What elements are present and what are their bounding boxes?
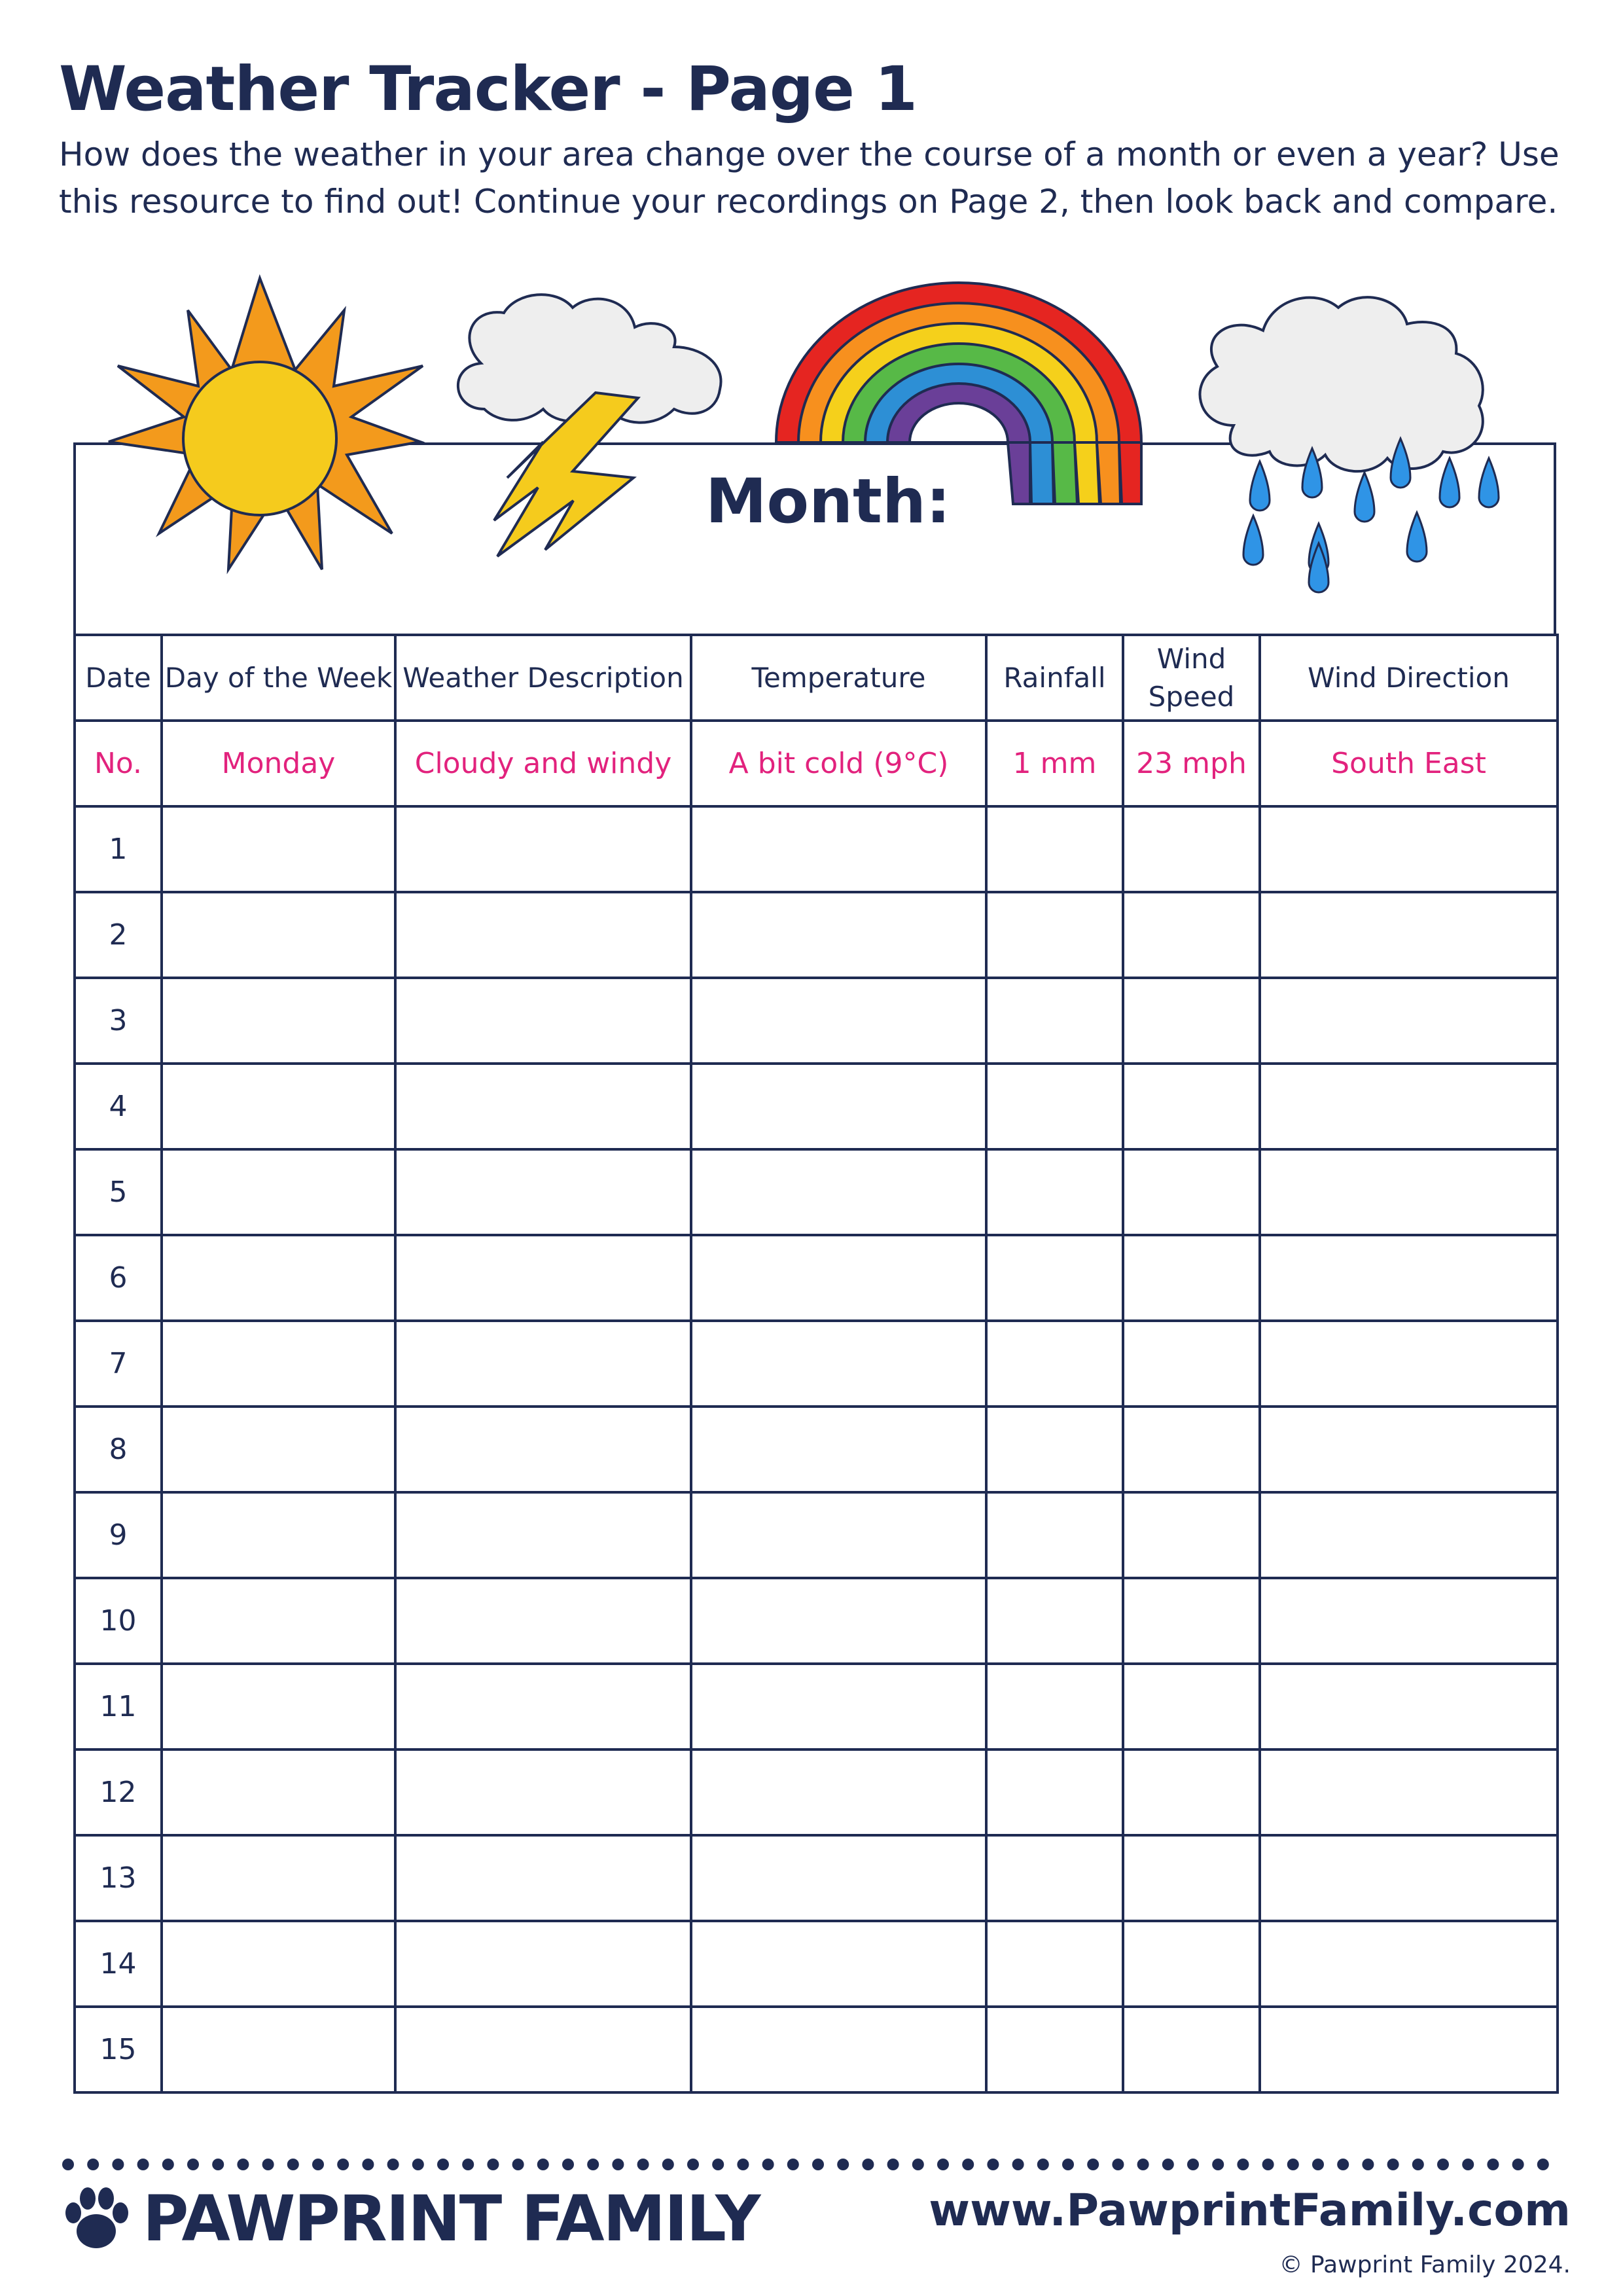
entry-cell[interactable] <box>1123 1149 1260 1235</box>
divider-dot <box>1412 2159 1424 2170</box>
divider-dot <box>762 2159 774 2170</box>
entry-cell[interactable] <box>1123 892 1260 978</box>
table-row <box>75 2007 1558 2092</box>
divider-dot <box>1062 2159 1074 2170</box>
entry-cell[interactable] <box>1260 1321 1558 1407</box>
entry-cell[interactable] <box>986 1578 1123 1664</box>
table-row <box>75 806 1558 892</box>
entry-cell[interactable] <box>1123 1835 1260 1921</box>
divider-dot <box>837 2159 849 2170</box>
divider-dot <box>87 2159 99 2170</box>
entry-cell[interactable] <box>691 1835 986 1921</box>
entry-cell[interactable] <box>395 892 691 978</box>
entry-cell[interactable] <box>691 2007 986 2092</box>
date-number: 4 <box>75 1064 162 1149</box>
storm-cloud-icon <box>458 295 721 423</box>
entry-cell[interactable] <box>162 1835 395 1921</box>
entry-cell[interactable] <box>1260 892 1558 978</box>
entry-cell[interactable] <box>162 1149 395 1235</box>
date-number: 6 <box>75 1235 162 1321</box>
entry-cell[interactable] <box>395 1235 691 1321</box>
page-title: Weather Tracker - Page 1 <box>59 54 918 125</box>
divider-dot <box>1462 2159 1474 2170</box>
header-weather-description: Weather Description <box>395 635 691 721</box>
entry-cell[interactable] <box>691 1149 986 1235</box>
divider-dot <box>287 2159 299 2170</box>
entry-cell[interactable] <box>986 978 1123 1064</box>
example-description: Cloudy and windy <box>395 721 691 806</box>
date-number: 1 <box>75 806 162 892</box>
example-temperature: A bit cold (9°C) <box>691 721 986 806</box>
divider-dot <box>1262 2159 1274 2170</box>
entry-cell[interactable] <box>395 1664 691 1749</box>
header-wind-direction: Wind Direction <box>1260 635 1558 721</box>
divider-dot <box>487 2159 499 2170</box>
divider-dot <box>1237 2159 1249 2170</box>
weather-tracker-table <box>73 634 1559 2094</box>
entry-cell[interactable] <box>691 1064 986 1149</box>
divider-dot <box>512 2159 524 2170</box>
entry-cell[interactable] <box>691 1492 986 1578</box>
entry-cell[interactable] <box>1123 1492 1260 1578</box>
entry-cell[interactable] <box>986 1835 1123 1921</box>
date-number: 11 <box>75 1664 162 1749</box>
divider-dot <box>1162 2159 1174 2170</box>
example-day: Monday <box>162 721 395 806</box>
entry-cell[interactable] <box>1123 1749 1260 1835</box>
entry-cell[interactable] <box>395 1407 691 1492</box>
entry-cell[interactable] <box>691 892 986 978</box>
divider-dot <box>1487 2159 1499 2170</box>
entry-cell[interactable] <box>1123 806 1260 892</box>
divider-dot <box>1512 2159 1524 2170</box>
divider-dot <box>212 2159 224 2170</box>
divider-dot <box>1337 2159 1349 2170</box>
table-row <box>75 892 1558 978</box>
divider-dot <box>987 2159 999 2170</box>
divider-dot <box>1012 2159 1024 2170</box>
entry-cell[interactable] <box>1260 1492 1558 1578</box>
entry-cell[interactable] <box>1123 1321 1260 1407</box>
divider-dot <box>412 2159 424 2170</box>
entry-cell[interactable] <box>395 806 691 892</box>
example-wind-direction: South East <box>1260 721 1558 806</box>
table-row <box>75 1235 1558 1321</box>
table-row <box>75 1664 1558 1749</box>
entry-cell[interactable] <box>986 1321 1123 1407</box>
entry-cell[interactable] <box>986 892 1123 978</box>
example-wind-speed: 23 mph <box>1123 721 1260 806</box>
entry-cell[interactable] <box>395 1578 691 1664</box>
entry-cell[interactable] <box>1260 978 1558 1064</box>
date-number: 5 <box>75 1149 162 1235</box>
divider-dot <box>337 2159 349 2170</box>
entry-cell[interactable] <box>395 1321 691 1407</box>
divider-dot <box>1212 2159 1224 2170</box>
divider-dot <box>462 2159 474 2170</box>
entry-cell[interactable] <box>395 1749 691 1835</box>
entry-cell[interactable] <box>1123 1664 1260 1749</box>
table-row <box>75 1492 1558 1578</box>
entry-cell[interactable] <box>162 1064 395 1149</box>
entry-cell[interactable] <box>1123 1407 1260 1492</box>
entry-cell[interactable] <box>395 2007 691 2092</box>
divider-dot <box>887 2159 899 2170</box>
entry-cell[interactable] <box>1260 1835 1558 1921</box>
entry-cell[interactable] <box>162 806 395 892</box>
entry-cell[interactable] <box>691 1664 986 1749</box>
dotted-divider <box>62 2157 1567 2172</box>
entry-cell[interactable] <box>162 1235 395 1321</box>
entry-cell[interactable] <box>1123 1578 1260 1664</box>
entry-cell[interactable] <box>162 1578 395 1664</box>
divider-dot <box>612 2159 624 2170</box>
table-row <box>75 1921 1558 2007</box>
table-row <box>75 1064 1558 1149</box>
entry-cell[interactable] <box>395 1149 691 1235</box>
entry-cell[interactable] <box>395 1921 691 2007</box>
entry-cell[interactable] <box>986 2007 1123 2092</box>
entry-cell[interactable] <box>1260 1921 1558 2007</box>
entry-cell[interactable] <box>395 1064 691 1149</box>
entry-cell[interactable] <box>1123 1064 1260 1149</box>
website-link[interactable]: www.PawprintFamily.com <box>929 2185 1571 2236</box>
date-number: 8 <box>75 1407 162 1492</box>
divider-dot <box>1187 2159 1199 2170</box>
divider-dot <box>1537 2159 1549 2170</box>
entry-cell[interactable] <box>691 1321 986 1407</box>
divider-dot <box>262 2159 274 2170</box>
month-label: Month: <box>705 466 951 537</box>
entry-cell[interactable] <box>162 1749 395 1835</box>
entry-cell[interactable] <box>162 892 395 978</box>
entry-cell[interactable] <box>691 1578 986 1664</box>
entry-cell[interactable] <box>395 1492 691 1578</box>
entry-cell[interactable] <box>1260 1407 1558 1492</box>
paw-icon <box>60 2183 132 2255</box>
date-number: 9 <box>75 1492 162 1578</box>
entry-cell[interactable] <box>162 1921 395 2007</box>
entry-cell[interactable] <box>162 2007 395 2092</box>
divider-dot <box>637 2159 649 2170</box>
entry-cell[interactable] <box>162 978 395 1064</box>
entry-cell[interactable] <box>691 1235 986 1321</box>
date-number: 15 <box>75 2007 162 2092</box>
entry-cell[interactable] <box>1123 1921 1260 2007</box>
divider-dot <box>712 2159 724 2170</box>
divider-dot <box>1087 2159 1099 2170</box>
divider-dot <box>562 2159 574 2170</box>
table-row <box>75 1149 1558 1235</box>
header-rainfall: Rainfall <box>986 635 1123 721</box>
divider-dot <box>937 2159 949 2170</box>
header-date: Date <box>75 635 162 721</box>
entry-cell[interactable] <box>395 978 691 1064</box>
example-rainfall: 1 mm <box>986 721 1123 806</box>
divider-dot <box>162 2159 174 2170</box>
entry-cell[interactable] <box>1260 1235 1558 1321</box>
divider-dot <box>1312 2159 1324 2170</box>
entry-cell[interactable] <box>1260 1749 1558 1835</box>
divider-dot <box>687 2159 699 2170</box>
divider-dot <box>237 2159 249 2170</box>
entry-cell[interactable] <box>986 1064 1123 1149</box>
entry-cell[interactable] <box>395 1835 691 1921</box>
intro-text: How does the weather in your area change over the course of a month or even a year? Use this resource to find out! Continue your recordings on Page 2, then look back and compare. <box>59 135 1560 221</box>
divider-dot <box>1437 2159 1449 2170</box>
entry-cell[interactable] <box>691 806 986 892</box>
divider-dot <box>662 2159 674 2170</box>
date-number: 14 <box>75 1921 162 2007</box>
divider-dot <box>312 2159 324 2170</box>
date-number: 3 <box>75 978 162 1064</box>
divider-dot <box>362 2159 374 2170</box>
entry-cell[interactable] <box>162 1664 395 1749</box>
entry-cell[interactable] <box>986 1664 1123 1749</box>
header-day-of-week: Day of the Week <box>162 635 395 721</box>
entry-cell[interactable] <box>1260 806 1558 892</box>
divider-dot <box>812 2159 824 2170</box>
entry-cell[interactable] <box>986 1492 1123 1578</box>
divider-dot <box>1287 2159 1299 2170</box>
divider-dot <box>587 2159 599 2170</box>
divider-dot <box>387 2159 399 2170</box>
entry-cell[interactable] <box>1260 1578 1558 1664</box>
divider-dot <box>1387 2159 1399 2170</box>
divider-dot <box>912 2159 924 2170</box>
date-number: 10 <box>75 1578 162 1664</box>
entry-cell[interactable] <box>986 1921 1123 2007</box>
table-row <box>75 1578 1558 1664</box>
date-number: 7 <box>75 1321 162 1407</box>
divider-dot <box>962 2159 974 2170</box>
divider-dot <box>787 2159 799 2170</box>
entry-cell[interactable] <box>1123 1235 1260 1321</box>
divider-dot <box>1112 2159 1124 2170</box>
entry-cell[interactable] <box>986 1407 1123 1492</box>
table-header-row <box>75 635 1558 721</box>
entry-cell[interactable] <box>691 978 986 1064</box>
entry-cell[interactable] <box>691 1921 986 2007</box>
entry-cell[interactable] <box>1260 1664 1558 1749</box>
entry-cell[interactable] <box>162 1407 395 1492</box>
logo-text: PAWPRINT FAMILY <box>143 2182 760 2255</box>
header-temperature: Temperature <box>691 635 986 721</box>
table-row <box>75 1835 1558 1921</box>
entry-cell[interactable] <box>691 1407 986 1492</box>
divider-dot <box>1137 2159 1149 2170</box>
entry-cell[interactable] <box>162 1321 395 1407</box>
entry-cell[interactable] <box>1260 2007 1558 2092</box>
entry-cell[interactable] <box>1260 1149 1558 1235</box>
entry-cell[interactable] <box>1260 1064 1558 1149</box>
entry-cell[interactable] <box>986 806 1123 892</box>
divider-dot <box>537 2159 549 2170</box>
divider-dot <box>1362 2159 1374 2170</box>
divider-dot <box>112 2159 124 2170</box>
table-row <box>75 978 1558 1064</box>
table-row <box>75 1321 1558 1407</box>
divider-dot <box>437 2159 449 2170</box>
pawprint-logo <box>60 2179 760 2258</box>
table-row <box>75 1749 1558 1835</box>
header-wind-speed: Wind Speed <box>1123 635 1260 721</box>
divider-dot <box>62 2159 74 2170</box>
entry-cell[interactable] <box>691 1749 986 1835</box>
divider-dot <box>1037 2159 1049 2170</box>
date-number: 2 <box>75 892 162 978</box>
divider-dot <box>737 2159 749 2170</box>
example-date: No. <box>75 721 162 806</box>
divider-dot <box>187 2159 199 2170</box>
date-number: 12 <box>75 1749 162 1835</box>
entry-cell[interactable] <box>162 1492 395 1578</box>
entry-cell[interactable] <box>1123 978 1260 1064</box>
divider-dot <box>862 2159 874 2170</box>
entry-cell[interactable] <box>1123 2007 1260 2092</box>
divider-dot <box>137 2159 149 2170</box>
entry-cell[interactable] <box>986 1749 1123 1835</box>
copyright-text: © Pawprint Family 2024. <box>1279 2251 1571 2278</box>
entry-cell[interactable] <box>986 1149 1123 1235</box>
date-number: 13 <box>75 1835 162 1921</box>
table-row <box>75 1407 1558 1492</box>
example-row <box>75 721 1558 806</box>
entry-cell[interactable] <box>986 1235 1123 1321</box>
